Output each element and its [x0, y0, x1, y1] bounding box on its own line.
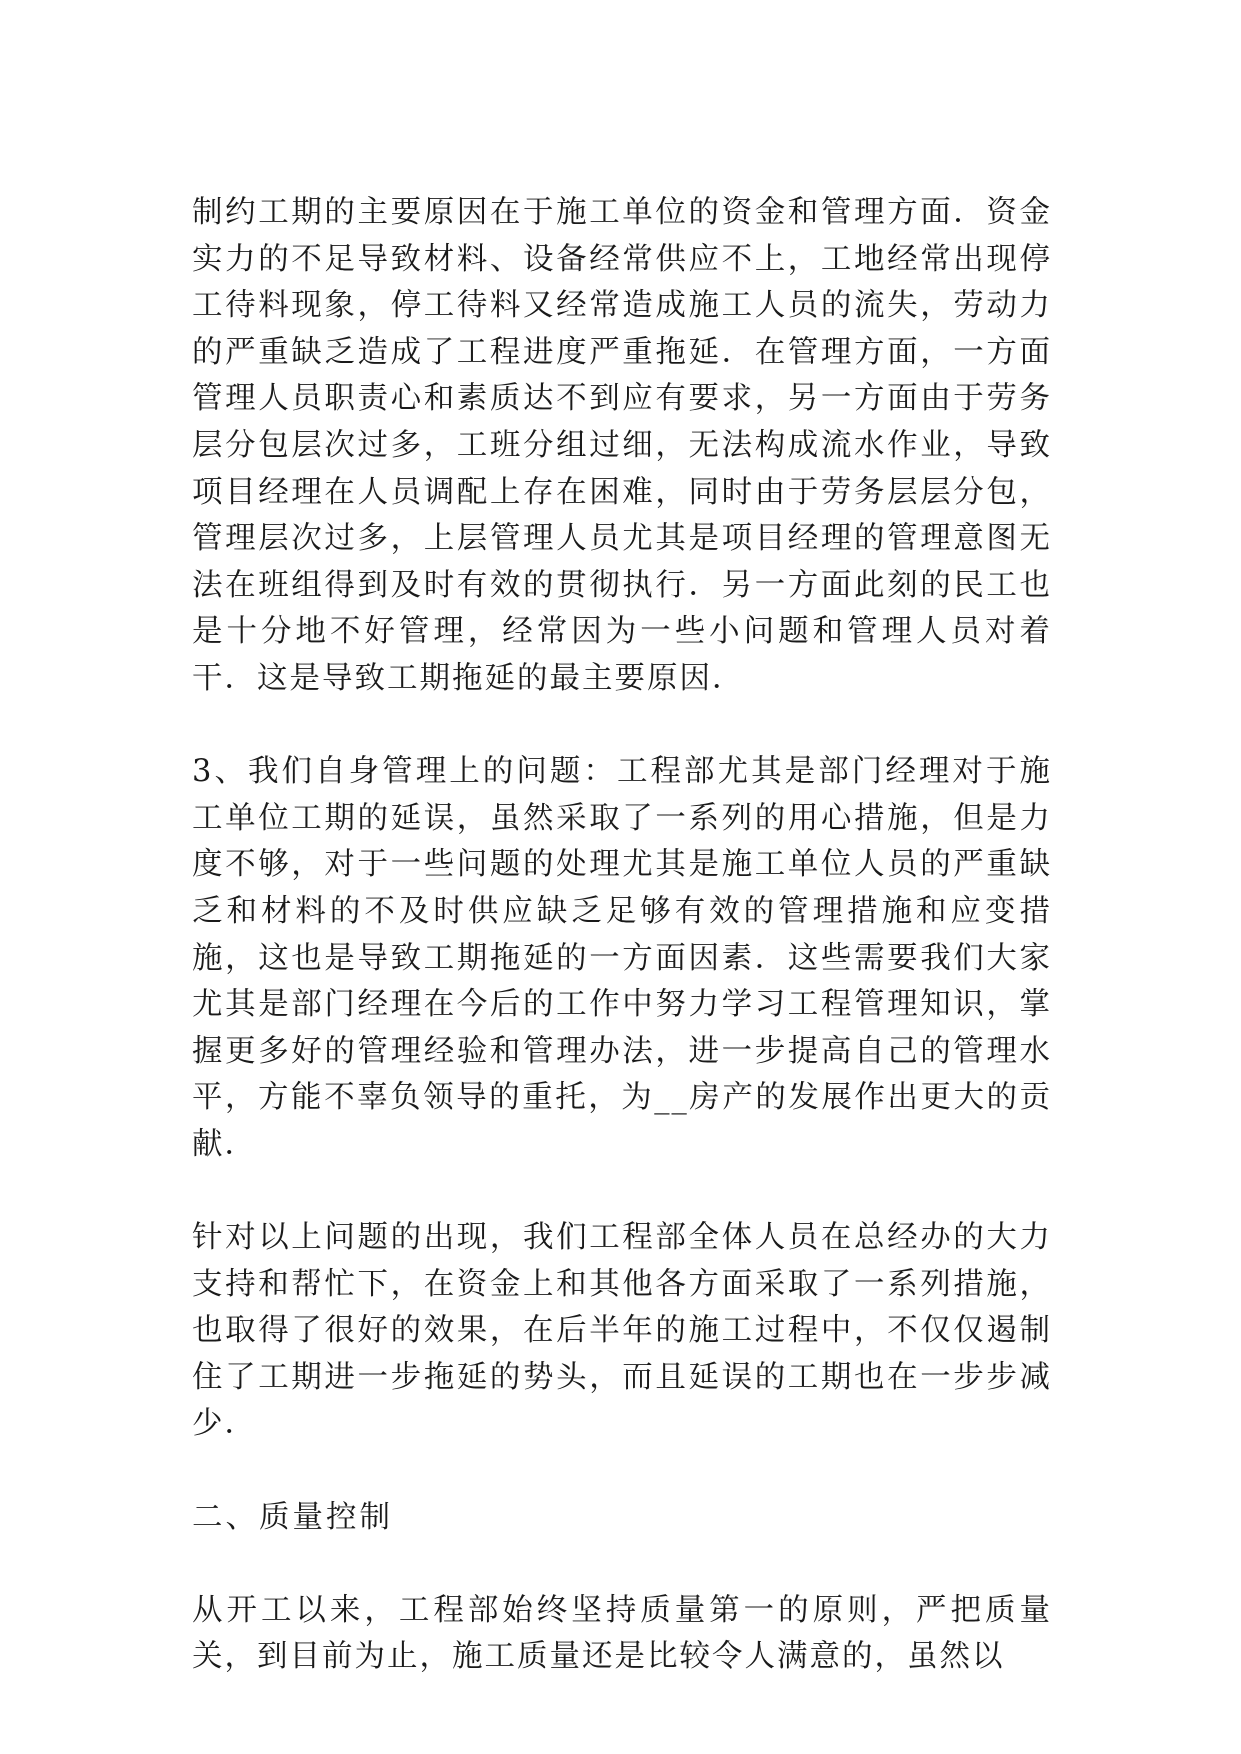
paragraph-measures-taken: 针对以上问题的出现，我们工程部全体人员在总经办的大力支持和帮忙下，在资金上和其他各方面采取了一系列措施，也取得了很好的效果，在后半年的施工过程中，不仅仅遏制住了工期进一步拖延的势头，而且延误的工期也在一步步减少．: [192, 1220, 1052, 1442]
paragraph-quality-intro: 从开工以来，工程部始终坚持质量第一的原则，严把质量关，到目前为止，施工质量还是比较令人满意的，虽然以: [192, 1592, 1052, 1675]
document-body: [192, 190, 1052, 1728]
paragraph-internal-management: 3、我们自身管理上的问题：工程部尤其是部门经理对于施工单位工期的延误，虽然采取了一系列的用心措施，但是力度不够，对于一些问题的处理尤其是施工单位人员的严重缺乏和材料的不及时供应缺乏足够有效的管理措施和应变措施，这也是导致工期拖延的一方面因素．这些需要我们大家尤其是部门经理在今后的工作中努力学习工程管理知识，掌握更多好的管理经验和管理办法，进一步提高自己的管理水平，方能不辜负领导的重托，为__房产的发展作出更大的贡献．: [192, 754, 1052, 1162]
section-heading-quality-control: 二、质量控制: [192, 1499, 393, 1535]
paragraph-schedule-causes: 制约工期的主要原因在于施工单位的资金和管理方面．资金实力的不足导致材料、设备经常供应不上，工地经常出现停工待料现象，停工待料又经常造成施工人员的流失，劳动力的严重缺乏造成了工程进度严重拖延．在管理方面，一方面管理人员职责心和素质达不到应有要求，另一方面由于劳务层分包层次过多，工班分组过细，无法构成流水作业，导致项目经理在人员调配上存在困难，同时由于劳务层层分包，管理层次过多，上层管理人员尤其是项目经理的管理意图无法在班组得到及时有效的贯彻执行．另一方面此刻的民工也是十分地不好管理，经常因为一些小问题和管理人员对着干．这是导致工期拖延的最主要原因．: [192, 195, 1052, 696]
